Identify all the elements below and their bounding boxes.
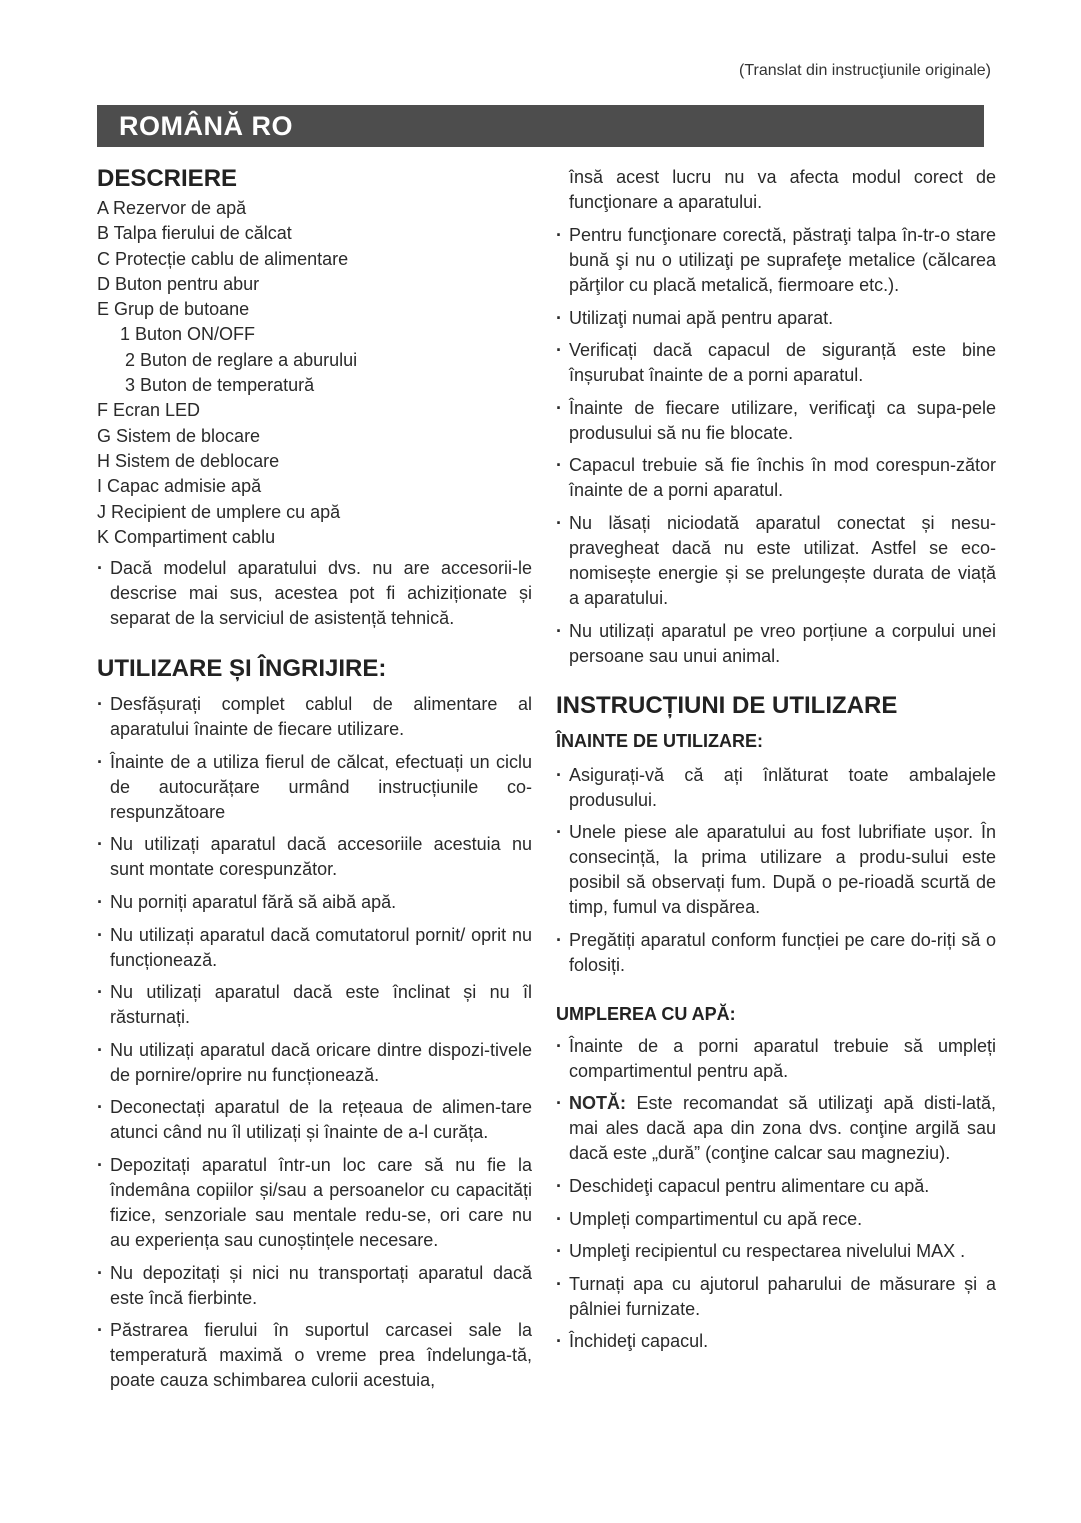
list-item: · Nu utilizați aparatul dacă oricare dintre dispozi-tivele de pornire/oprire nu funcționează. [97,1038,532,1088]
list-item: · Pregătiți aparatul conform funcției pe care do-riți să o folosiți. [556,928,996,978]
list-item: · Nu porniți aparatul fără să aibă apă. [97,890,532,915]
description-subitem: 2 Buton de reglare a aburului [125,349,358,370]
list-item: · Turnați apa cu ajutorul paharului de măsurare și a pâlniei furnizate. [556,1272,996,1322]
note-item [556,1091,996,1166]
list-item: · Nu utilizați aparatul dacă comutatorul pornit/ oprit nu funcționează. [97,923,532,973]
description-item: E Grup de butoane [97,299,250,320]
note-label: NOTĂ: [569,1093,626,1114]
utilizare-list [97,692,532,1393]
description-item: K Compartiment cablu [97,526,276,547]
list-item: · Asigurați-vă că ați înlăturat toate ambalajele produsului. [556,763,996,813]
list-item: · Înainte de a utiliza fierul de călcat, efectuați un ciclu de autocurățare urmând instrucțiunile co-respunzătoare [97,750,532,825]
description-subitem: 3 Buton de temperatură [125,375,315,396]
description-item: B Talpa fierului de călcat [97,223,292,244]
list-item: · Desfășurați complet cablul de alimentare al aparatului înainte de fiecare utilizare. [97,692,532,742]
list-item: · Capacul trebuie să fie închis în mod corespun-zător înainte de a porni aparatul. [556,453,996,503]
inainte-list [556,763,996,978]
description-item: G Sistem de blocare [97,425,261,446]
note-text: Este recomandat să utilizaţi apă disti-lată, mai ales dacă apa din zona dvs. conţine argilă sau dacă este „dură” (conţine calcar sau magneziu). [569,1093,996,1164]
description-subitem: 1 Buton ON/OFF [120,324,256,345]
section-title-utilizare: UTILIZARE ȘI ÎNGRIJIRE: [97,655,387,683]
continued-paragraph: însă acest lucru nu va afecta modul corect de funcţionare a aparatului. [569,167,996,212]
description-item: F Ecran LED [97,400,201,421]
description-item: D Buton pentru abur [97,273,260,294]
list-item: · Nu utilizați aparatul dacă este înclinat și nu îl răsturnați. [97,980,532,1030]
list-item: · Umpleți compartimentul cu apă rece. [556,1207,996,1232]
list-item: · Deconectați aparatul de la rețeaua de alimen-tare atunci când nu îl utilizați și înainte de a-l curăța. [97,1095,532,1145]
description-item: H Sistem de deblocare [97,450,280,471]
description-note: · Dacă modelul aparatului dvs. nu are accesorii-le descrise mai sus, acestea pot fi achiziționate și separat de la serviciul de asistență tehnică. [97,556,532,631]
subsection-title-inainte: ÎNAINTE DE UTILIZARE: [556,730,763,751]
description-list [97,196,532,550]
list-item: · Înainte de fiecare utilizare, verificaţi ca supa-pele produsului să nu fie blocate. [556,396,996,446]
subsection-title-umplere: UMPLEREA CU APĂ: [556,1003,736,1024]
list-item: · Nu depozitați și nici nu transportați aparatul dacă este încă fierbinte. [97,1261,532,1311]
list-item: · Nu utilizați aparatul dacă accesoriile acestuia nu sunt montate corespunzător. [97,832,532,882]
left-column [97,164,532,1401]
list-item: · Închideţi capacul. [556,1329,996,1354]
translation-note: (Translat din instrucţiunile originale) [739,62,991,79]
list-item: · Nu utilizați aparatul pe vreo porțiune a corpului unei persoane sau unui animal. [556,619,996,669]
section-title-descriere: DESCRIERE [97,165,238,192]
list-item: · Pentru funcţionare corectă, păstraţi talpa în-tr-o stare bună şi nu o utilizaţi pe suprafeţe metalice (călcarea părţilor cu placă metalică, fiermoare etc.). [556,223,996,298]
description-item: C Protecție cablu de alimentare [97,248,349,269]
utilizare-list-continued [556,223,996,669]
list-item: · Nu lăsați niciodată aparatul conectat și nesu-pravegheat dacă nu este utilizat. Astfel se eco-nomisește energie și se prelungește durata de viață a aparatului. [556,511,996,611]
list-item: · Umpleţi recipientul cu respectarea nivelului MAX . [556,1239,996,1264]
list-item: · Depozitați aparatul într-un loc care să nu fie la îndemâna copiilor și/sau a persoanelor cu capacități fizice, senzoriale sau mentale redu-se, ori care nu au experiența sau cunoștințele necesare. [97,1153,532,1253]
description-item: J Recipient de umplere cu apă [97,501,341,522]
list-item: · Înainte de a porni aparatul trebuie să umpleți compartimentul pentru apă. [556,1034,996,1084]
description-item: I Capac admisie apă [97,476,262,497]
list-item: · Deschideţi capacul pentru alimentare cu apă. [556,1174,996,1199]
language-title-bar: ROMÂNĂ RO [97,105,984,147]
list-item: · Utilizaţi numai apă pentru aparat. [556,306,996,331]
list-item: · Unele piese ale aparatului au fost lubrifiate ușor. În consecință, la prima utilizare a produ-sului este posibil să observați fum. După o pe-rioadă scurtă de timp, fumul va dispărea. [556,820,996,920]
section-title-instructiuni: INSTRUCȚIUNI DE UTILIZARE [556,691,898,719]
umplere-list [556,1034,996,1355]
list-item: · Păstrarea fierului în suportul carcasei sale la temperatură maximă o vreme prea îndelunga-tă, poate cauza schimbarea culorii acestuia, [97,1318,532,1393]
description-item: A Rezervor de apă [97,198,247,218]
right-column [556,165,996,1362]
list-item: · Verificați dacă capacul de siguranță este bine înșurubat înainte de a porni aparatul. [556,338,996,388]
